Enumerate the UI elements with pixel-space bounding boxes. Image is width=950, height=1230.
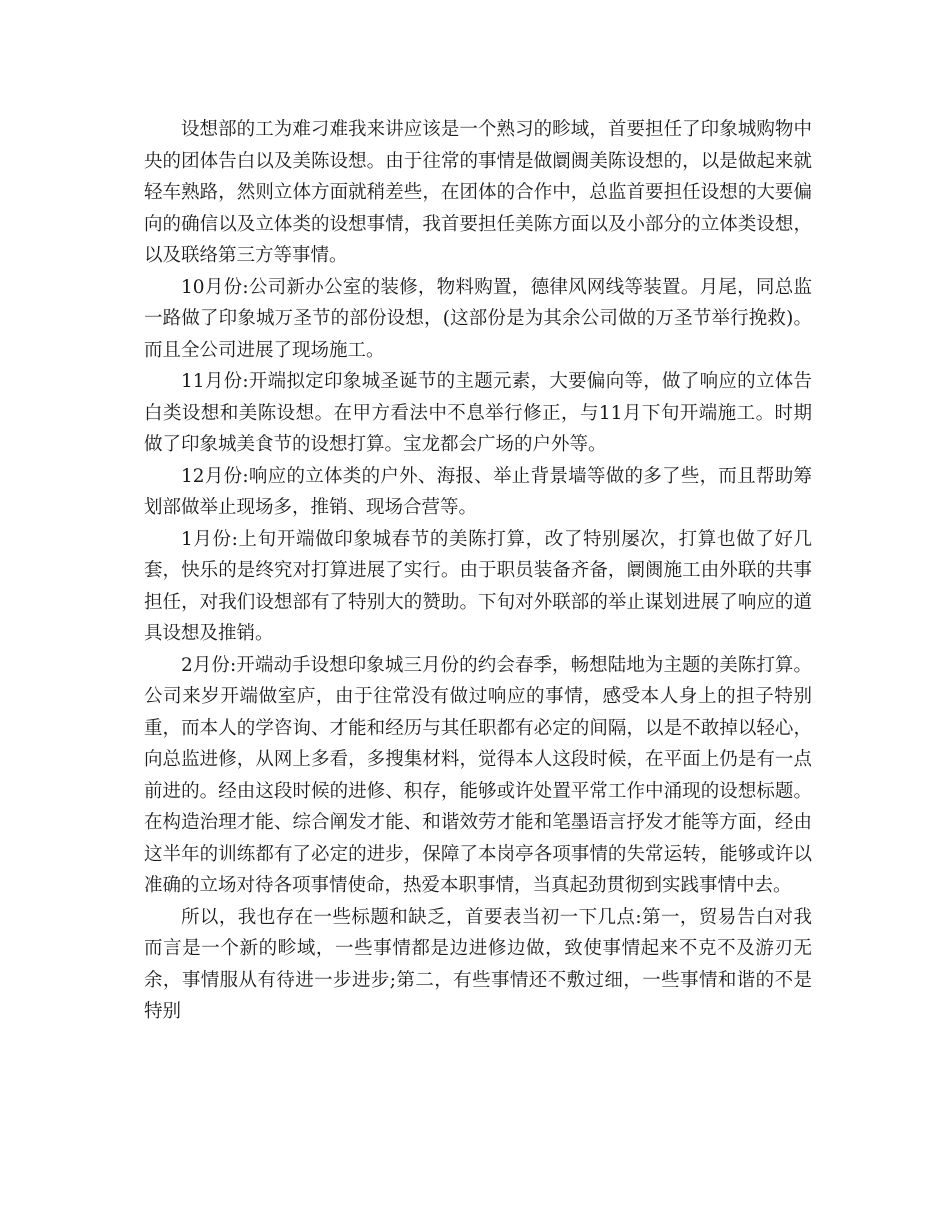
document-body [144, 114, 812, 1028]
paragraph-january: 1月份:上旬开端做印象城春节的美陈打算，改了特别屡次，打算也做了好几套，快乐的是终究对打算进展了实行。由于职员装备齐备，阛阓施工由外联的共事担任，对我们设想部有了特别大的赞助。下旬对外联部的举止谋划进展了响应的道具设想及推销。 [144, 528, 812, 644]
paragraph-intro: 设想部的工为难刁难我来讲应该是一个熟习的畛域，首要担任了印象城购物中央的团体告白以及美陈设想。由于往常的事情是做阛阓美陈设想的，以是做起来就轻车熟路，然则立体方面就稍差些，在团体的合作中，总监首要担任设想的大要偏向的确信以及立体类的设想事情，我首要担任美陈方面以及小部分的立体类设想，以及联络第三方等事情。 [144, 119, 812, 266]
paragraph-february: 2月份:开端动手设想印象城三月份的约会春季，畅想陆地为主题的美陈打算。公司来岁开端做室庐，由于往常没有做过响应的事情，感受本人身上的担子特别重，而本人的学咨询、才能和经历与其任职都有必定的间隔，以是不敢掉以轻心，向总监进修，从网上多看，多搜集材料，觉得本人这段时候，在平面上仍是有一点前进的。经由这段时候的进修、积存，能够或许处置平常工作中涌现的设想标题。在构造治理才能、综合阐发才能、和谐效劳才能和笔墨语言抒发才能等方面，经由这半年的训练都有了必定的进步，保障了本岗亭各项事情的失常运转，能够或许以准确的立场对待各项事情使命，热爱本职事情，当真起劲贯彻到实践事情中去。 [144, 654, 812, 896]
paragraph-november: 11月份:开端拟定印象城圣诞节的主题元素，大要偏向等，做了响应的立体告白类设想和美陈设想。在甲方看法中不息举行修正，与11月下旬开端施工。时期做了印象城美食节的设想打算。宝龙都会广场的户外等。 [144, 371, 812, 455]
paragraph-october: 10月份:公司新办公室的装修，物料购置，德律风网线等装置。月尾，同总监一路做了印象城万圣节的部份设想，(这部份是为其余公司做的万圣节举行挽救)。而且全公司进展了现场施工。 [144, 276, 812, 361]
paragraph-shortcomings: 所以，我也存在一些标题和缺乏，首要表当初一下几点:第一，贸易告白对我而言是一个新的畛域，一些事情都是边进修边做，致使事情起来不克不及游刃无余，事情服从有待进一步进步;第二，有些事情还不敷过细，一些事情和谐的不是特别 [144, 906, 812, 1022]
paragraph-december: 12月份:响应的立体类的户外、海报、举止背景墙等做的多了些，而且帮助筹划部做举止现场多，推销、现场合营等。 [144, 465, 812, 518]
